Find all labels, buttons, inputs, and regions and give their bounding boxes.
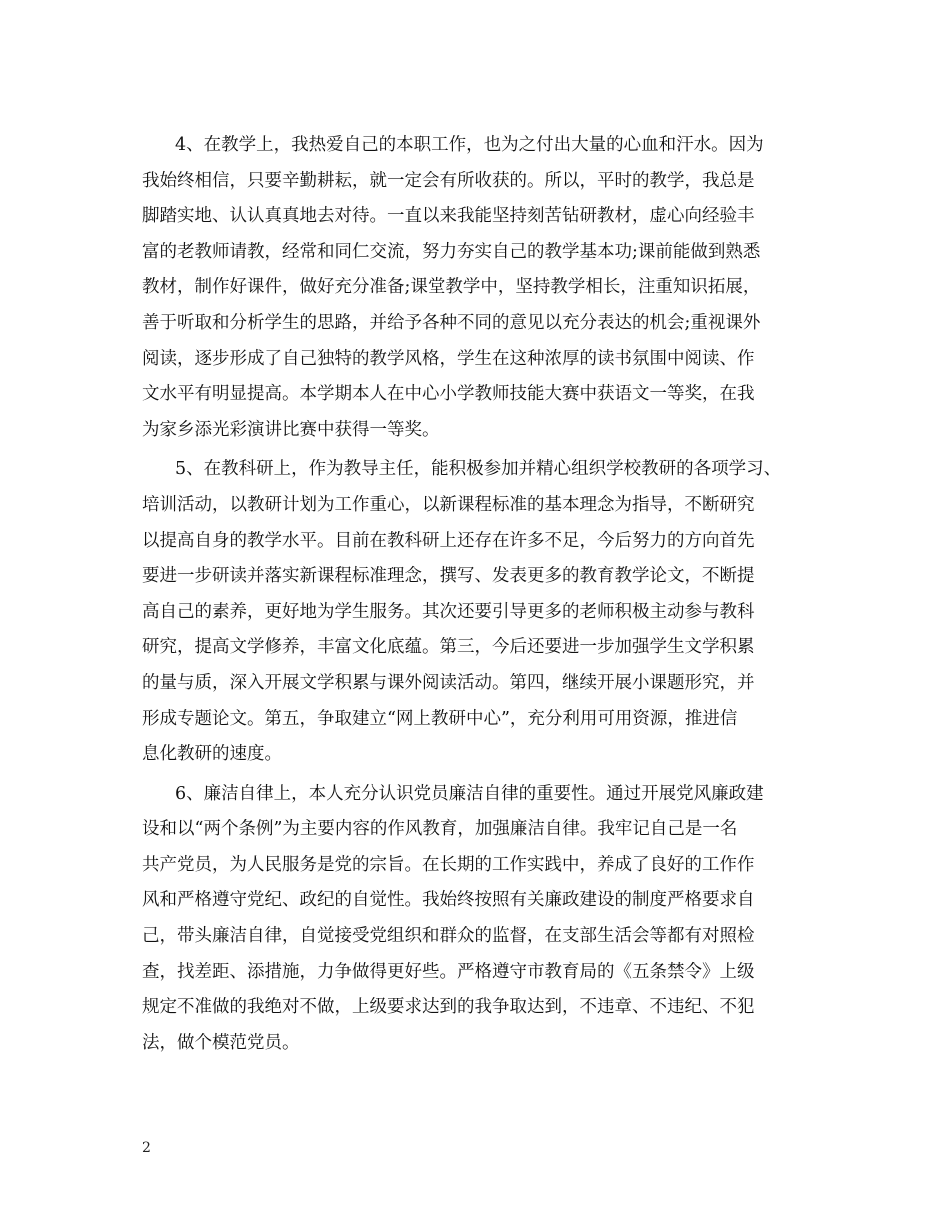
text-line: 查，找差距、添措施，力争做得更好些。严格遵守市教育局的《五条禁令》上级 — [142, 961, 755, 982]
text-line: 阅读，逐步形成了自己独特的教学风格，学生在这种浓厚的读书氛围中阅读、作 — [142, 348, 755, 369]
text-line: 文水平有明显提高。本学期本人在中心小学教师技能大赛中获语文一等奖，在我 — [142, 384, 755, 405]
text-line: 法，做个模范党员。 — [142, 1032, 300, 1053]
text-line: 善于听取和分析学生的思路，并给予各种不同的意见以充分表达的机会;重视课外 — [142, 312, 761, 333]
page-number: 2 — [142, 1140, 151, 1156]
text-line: 息化教研的速度。 — [142, 744, 282, 765]
text-line: 高自己的素养，更好地为学生服务。其次还要引导更多的老师积极主动参与教科 — [142, 601, 755, 622]
document-body — [142, 128, 822, 1065]
text-line: 以提高自身的教学水平。目前在教科研上还存在许多不足，今后努力的方向首先 — [142, 530, 755, 551]
text-line: 5、在教科研上，作为教导主任，能积极参加并精心组织学校教研的各项学习、 — [175, 459, 782, 480]
text-line: 己，带头廉洁自律，自觉接受党组织和群众的监督，在支部生活会等都有对照检 — [142, 926, 755, 947]
paragraph-research — [142, 452, 822, 772]
paragraph-integrity — [142, 777, 822, 1062]
text-line: 的量与质，深入开展文学积累与课外阅读活动。第四，继续开展小课题形究，并 — [142, 672, 755, 693]
text-line: 教材，制作好课件，做好充分准备;课堂教学中，坚持教学相长，注重知识拓展， — [142, 277, 761, 298]
text-line: 4、在教学上，我热爱自己的本职工作，也为之付出大量的心血和汗水。因为 — [175, 135, 764, 155]
text-line: 风和严格遵守党纪、政纪的自觉性。我始终按照有关廉政建设的制度严格要求自 — [142, 890, 755, 911]
text-line: 设和以“两个条例”为主要内容的作风教育，加强廉洁自律。我牢记自己是一名 — [142, 819, 738, 840]
text-line: 培训活动，以教研计划为工作重心，以新课程标准的基本理念为指导，不断研究 — [142, 494, 755, 515]
text-line: 6、廉洁自律上，本人充分认识党员廉洁自律的重要性。通过开展党风廉政建 — [175, 783, 764, 804]
paragraph-teaching — [142, 128, 822, 448]
text-line: 为家乡添光彩演讲比赛中获得一等奖。 — [142, 419, 440, 440]
text-line: 脚踏实地、认认真真地去对待。一直以来我能坚持刻苦钻研教材，虚心向经验丰 — [142, 206, 755, 227]
text-line: 形成专题论文。第五，争取建立“网上教研中心”，充分利用可用资源，推进信 — [142, 708, 738, 729]
text-line: 我始终相信，只要辛勤耕耘，就一定会有所收获的。所以，平时的教学，我总是 — [142, 170, 755, 191]
text-line: 富的老教师请教，经常和同仁交流，努力夯实自己的教学基本功;课前能做到熟悉 — [142, 241, 761, 262]
text-line: 规定不准做的我绝对不做，上级要求达到的我争取达到，不违章、不违纪、不犯 — [142, 997, 755, 1018]
text-line: 要进一步研读并落实新课程标准理念，撰写、发表更多的教育教学论文，不断提 — [142, 566, 755, 587]
text-line: 研究，提高文学修养，丰富文化底蕴。第三，今后还要进一步加强学生文学积累 — [142, 637, 755, 658]
text-line: 共产党员，为人民服务是党的宗旨。在长期的工作实践中，养成了良好的工作作 — [142, 854, 755, 875]
